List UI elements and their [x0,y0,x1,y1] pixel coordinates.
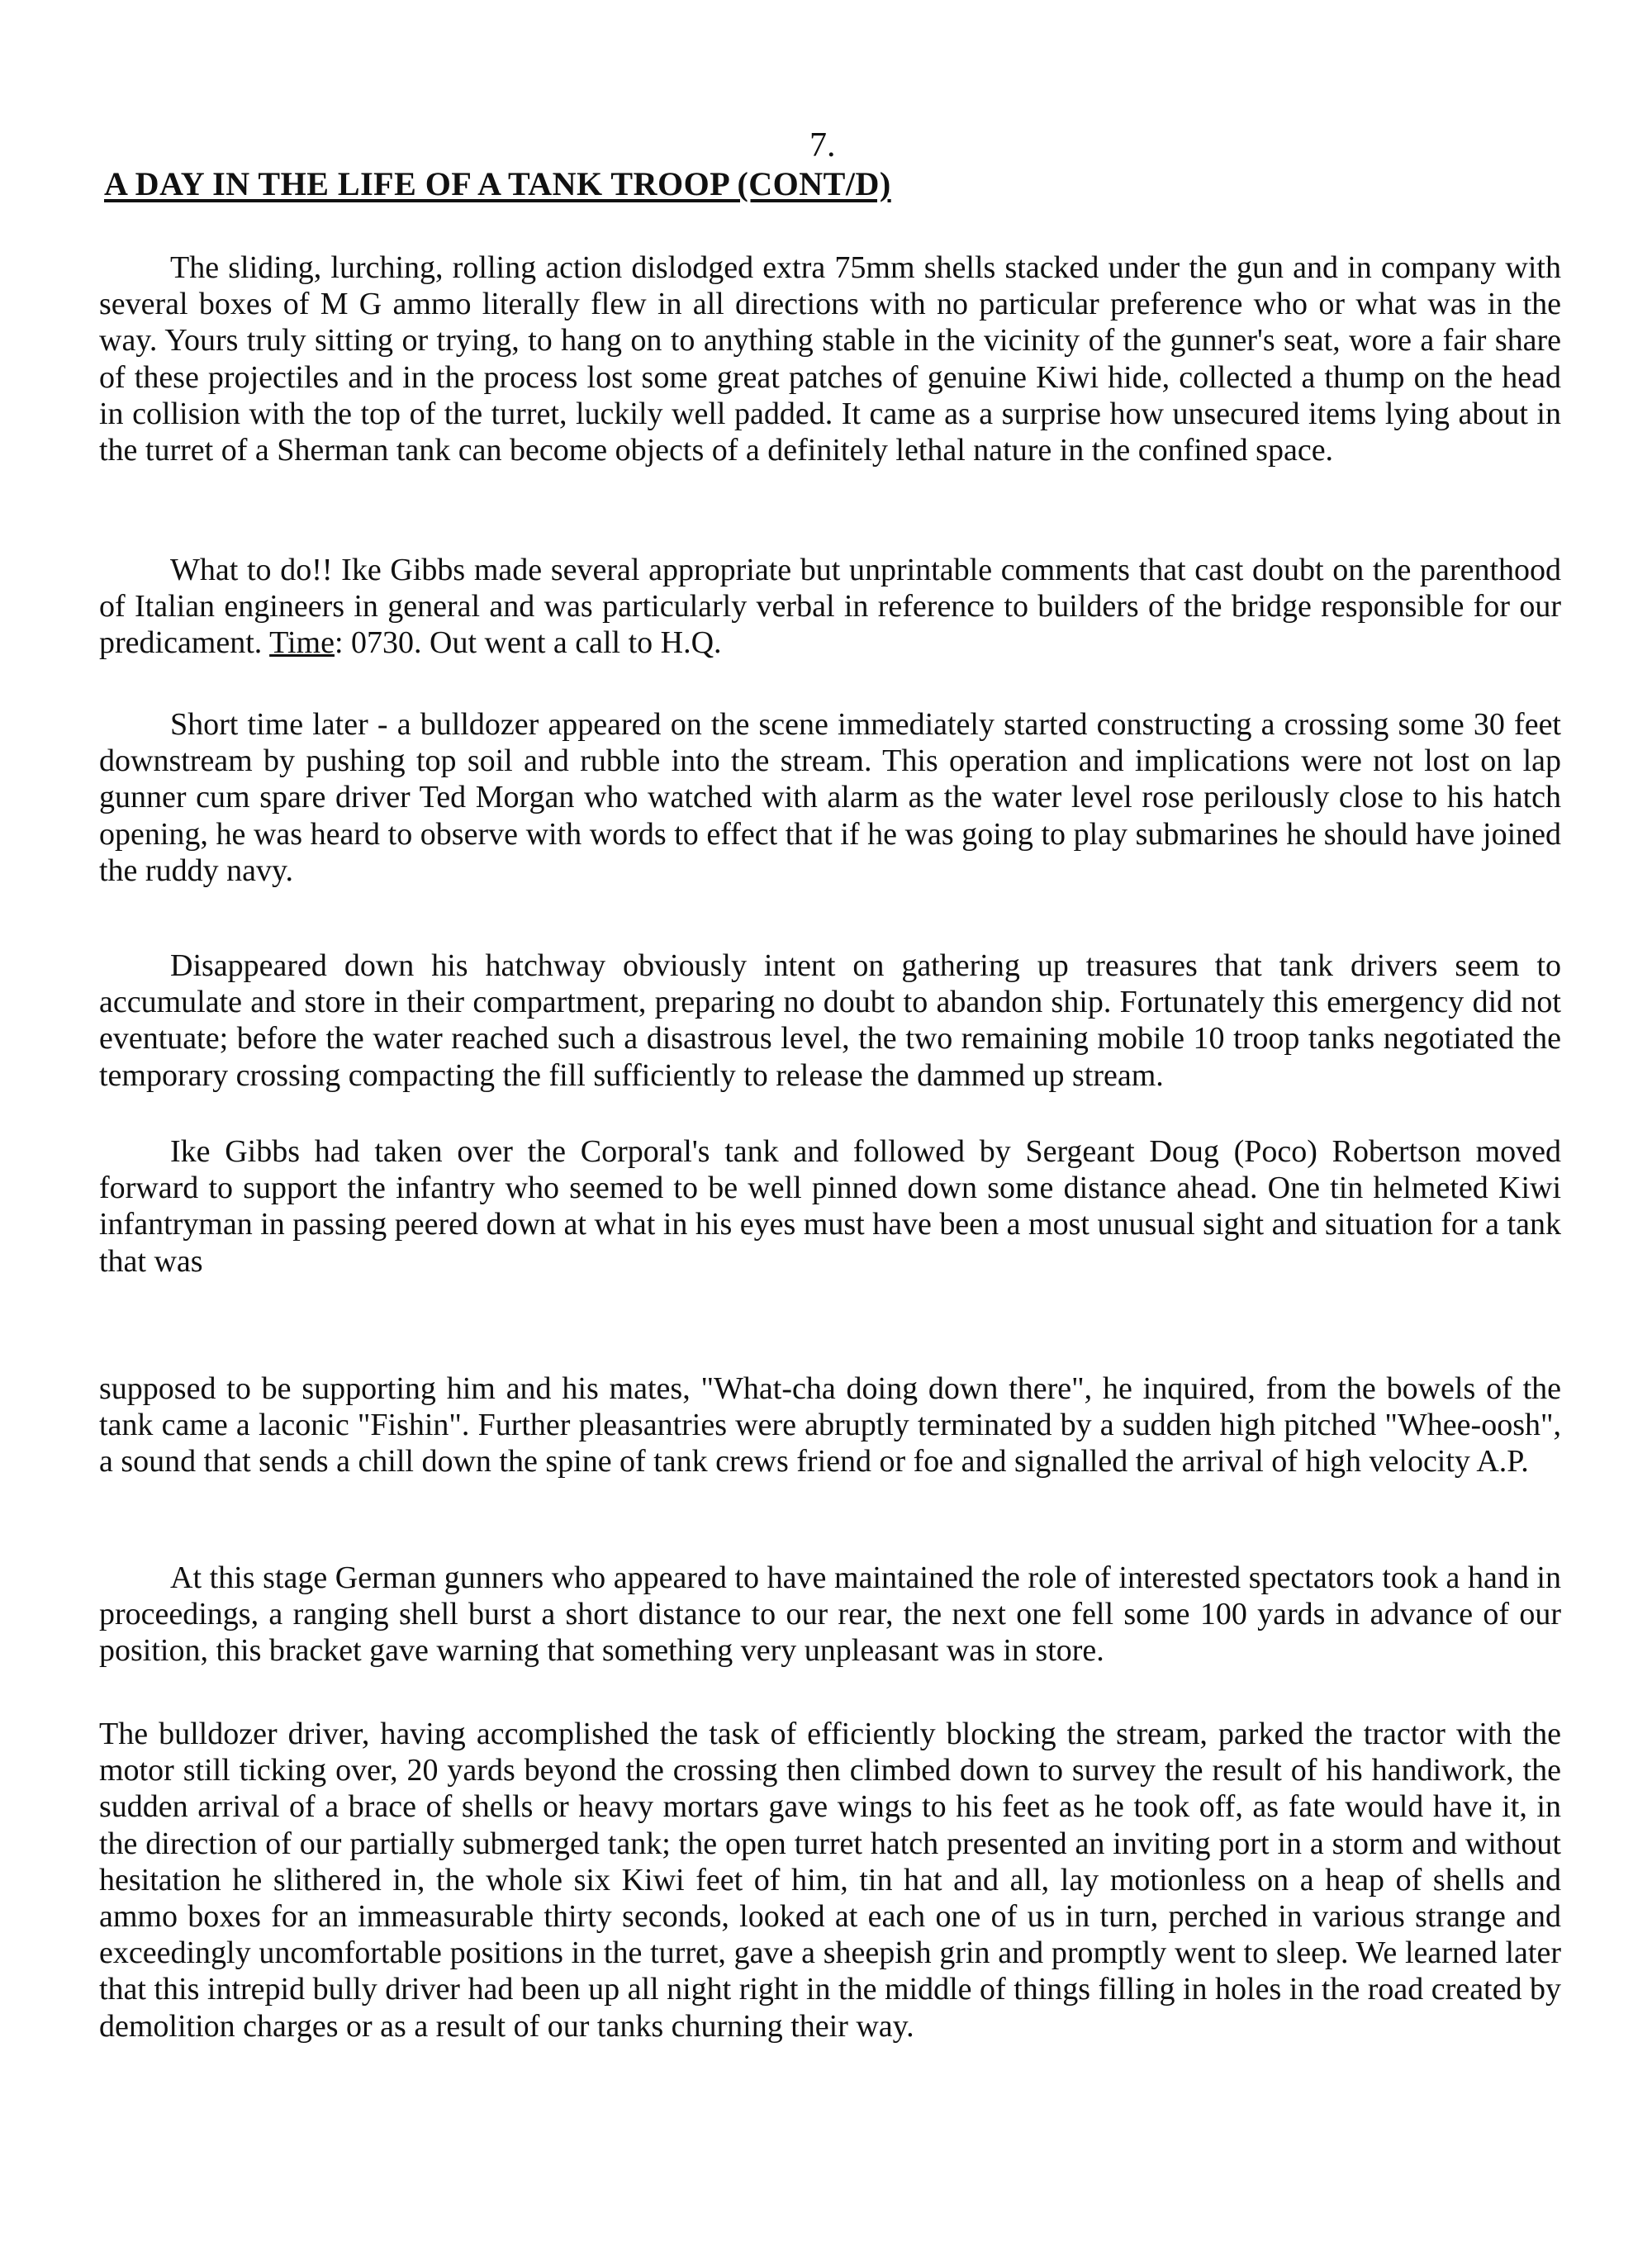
paragraph-bulldozer-arrives: Short time later - a bulldozer appeared on the scene immediately started constructing a crossing some 30 feet downstream by pushing top soil and rubble into the stream. This operation and implications were not lost on lap gunner cum spare driver Ted Morgan who watched with alarm as the water level rose perilously close to his hatch opening, he was heard to observe with words to effect that if he was going to play submarines he should have joined the ruddy navy. [99,707,1561,888]
page-title: A DAY IN THE LIFE OF A TANK TROOP (CONT/D) [104,165,891,202]
time-label: Time [269,625,335,661]
paragraph-fishin: supposed to be supporting him and his mates, "What-cha doing down there", he inquired, from the bowels of the tank came a laconic "Fishin". Further pleasantries were abruptly terminated by a sudden high pitched "Whee-oosh", a sound that sends a chill down the spine of tank crews friend or foe and signalled the arrival of high velocity A.P. [99,1371,1561,1479]
paragraph-text: : 0730. Out went a call to H.Q. [334,625,722,661]
paragraph-bulldozer-driver: The bulldozer driver, having accomplished the task of efficiently blocking the stream, parked the tractor with the motor still ticking over, 20 yards beyond the crossing then climbed down to survey the result of his handiwork, the sudden arrival of a brace of shells or heavy mortars gave wings to his feet as he took off, as fate would have it, in the direction of our partially submerged tank; the open turret hatch presented an inviting port in a storm and without hesitation he slithered in, the whole six Kiwi feet of him, tin hat and all, lay motionless on a heap of shells and ammo boxes for an immeasurable thirty seconds, looked at each one of us in turn, perched in various strange and exceedingly uncomfortable positions in the turret, gave a sheepish grin and promptly went to sleep. We learned later that this intrepid bully driver had been up all night right in the middle of things filling in holes in the road created by demolition charges or as a result of our tanks churning their way. [99,1717,1561,2044]
paragraph-text: What to do!! Ike Gibbs made several appropriate but unprintable comments that cast doubt on the parenthood of Italian engineers in general and was particularly verbal in reference to builders of the bridge responsible for our predicament. [99,553,1561,661]
paragraph-shell-chaos: The sliding, lurching, rolling action dislodged extra 75mm shells stacked under the gun and in company with several boxes of M G ammo literally flew in all directions with no particular preference who or what was in the way. Yours truly sitting or trying, to hang on to anything stable in the vicinity of the gunner's seat, wore a fair share of these projectiles and in the process lost some great patches of genuine Kiwi hide, collected a thump on the head in collision with the top of the turret, luckily well padded. It came as a surprise how unsecured items lying about in the turret of a Sherman tank can become objects of a definitely lethal nature in the confined space. [99,250,1561,468]
paragraph-infantry-support: Ike Gibbs had taken over the Corporal's tank and followed by Sergeant Doug (Poco) Robertson moved forward to support the infantry who seemed to be well pinned down some distance ahead. One tin helmeted Kiwi infantryman in passing peered down at what in his eyes must have been a most unusual sight and situation for a tank that was [99,1134,1561,1279]
paragraph-what-to-do [99,552,1561,662]
page-number: 7. [809,126,836,164]
paragraph-german-gunners: At this stage German gunners who appeared to have maintained the role of interested spectators took a hand in proceedings, a ranging shell burst a short distance to our rear, the next one fell some 100 yards in advance of our position, this bracket gave warning that something very unpleasant was in store. [99,1560,1561,1669]
paragraph-abandon-ship: Disappeared down his hatchway obviously intent on gathering up treasures that tank drivers seem to accumulate and store in their compartment, preparing no doubt to abandon ship. Fortunately this emergency did not eventuate; before the water reached such a disastrous level, the two remaining mobile 10 troop tanks negotiated the temporary crossing compacting the fill sufficiently to release the dammed up stream. [99,948,1561,1093]
